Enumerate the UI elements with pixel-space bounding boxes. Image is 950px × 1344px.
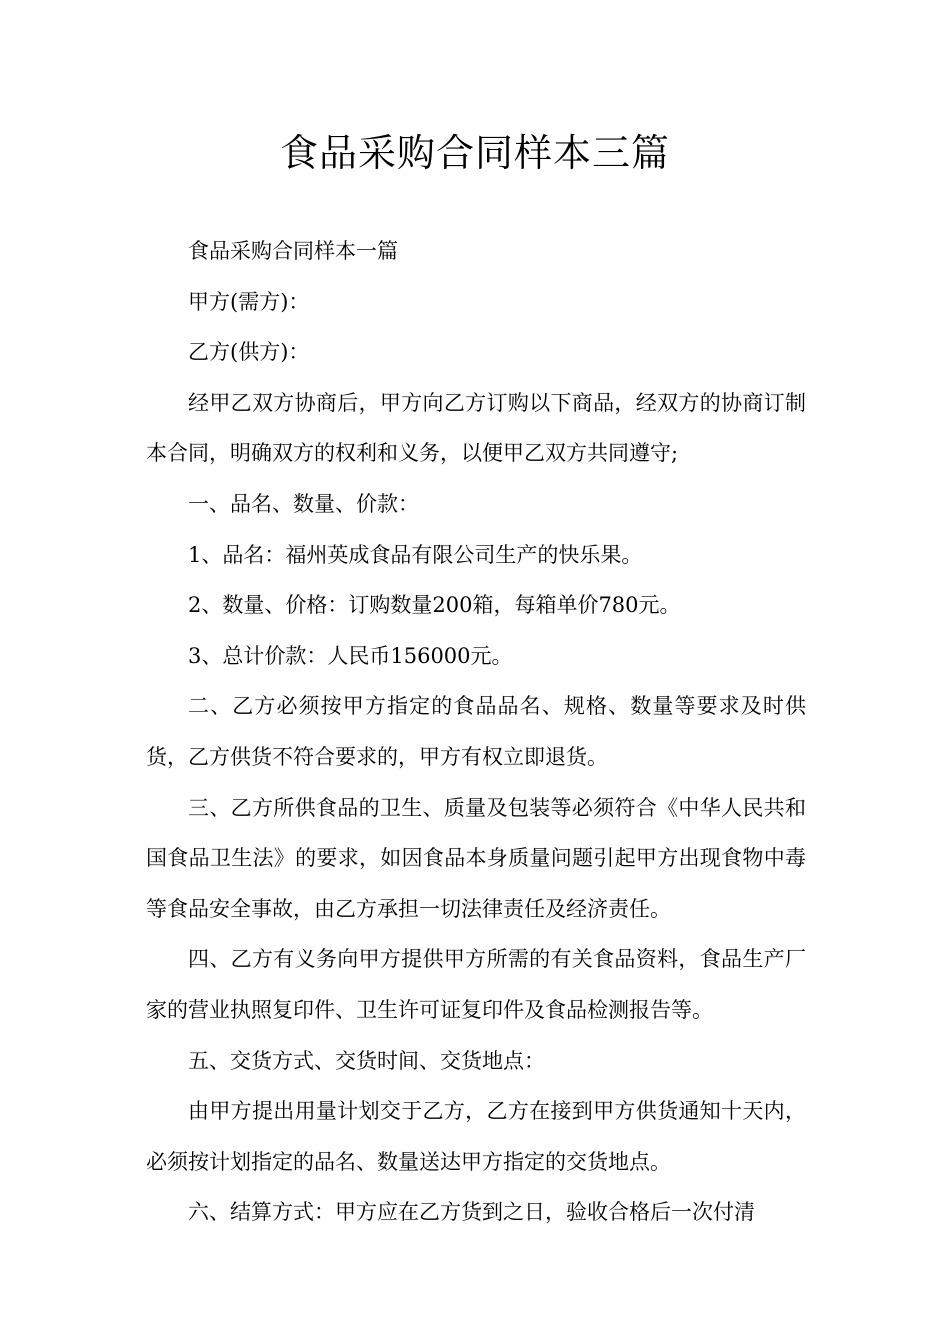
- paragraph-section-3: 三、乙方所供食品的卫生、质量及包装等必须符合《中华人民共和国食品卫生法》的要求，如因食品本身质量问题引起甲方出现食物中毒等食品安全事故，由乙方承担一切法律责任及经济责任。: [146, 795, 806, 921]
- paragraph-delivery: 由甲方提出用量计划交于乙方，乙方在接到甲方供货通知十天内，必须按计划指定的品名、数量送达甲方指定的交货地点。: [146, 1099, 806, 1174]
- paragraph-section-5: 五、交货方式、交货时间、交货地点：: [188, 1048, 545, 1073]
- document-body: [146, 226, 806, 1238]
- document-title: 食品采购合同样本三篇: [279, 131, 670, 175]
- paragraph-item-1: 1、品名：福州英成食品有限公司生产的快乐果。: [188, 542, 643, 567]
- paragraph-section-2: 二、乙方必须按甲方指定的食品品名、规格、数量等要求及时供货，乙方供货不符合要求的，甲方有权立即退货。: [146, 694, 806, 769]
- paragraph-party-b: 乙方(供方)：: [188, 340, 310, 365]
- paragraph-subtitle: 食品采购合同样本一篇: [188, 239, 398, 263]
- paragraph-section-4: 四、乙方有义务向甲方提供甲方所需的有关食品资料，食品生产厂家的营业执照复印件、卫生许可证复印件及食品检测报告等。: [146, 947, 806, 1022]
- paragraph-item-3: 3、总计价款：人民币156000元。: [188, 643, 513, 668]
- paragraph-section-1: 一、品名、数量、价款：: [188, 491, 419, 516]
- paragraph-party-a: 甲方(需方)：: [188, 289, 310, 314]
- paragraph-item-2: 2、数量、价格：订购数量200箱，每箱单价780元。: [188, 593, 681, 618]
- paragraph-section-6: 六、结算方式：甲方应在乙方货到之日，验收合格后一次付清: [188, 1200, 755, 1225]
- paragraph-preamble: 经甲乙双方协商后，甲方向乙方订购以下商品，经双方的协商订制本合同，明确双方的权利和义务，以便甲乙双方共同遵守;: [146, 390, 806, 466]
